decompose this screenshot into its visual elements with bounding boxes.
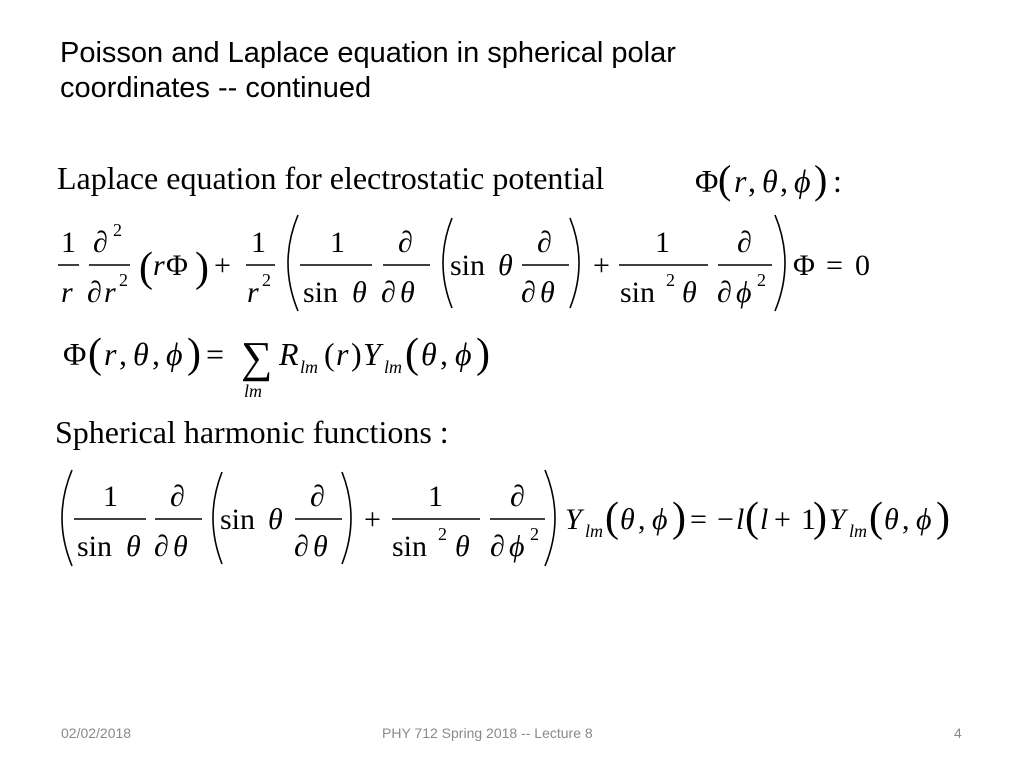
svg-text:θ: θ — [268, 503, 283, 536]
svg-text:,: , — [902, 503, 910, 536]
svg-text:1: 1 — [428, 480, 443, 513]
svg-text:(: ( — [745, 495, 759, 541]
svg-text:−: − — [717, 503, 734, 536]
svg-text:θ: θ — [352, 276, 367, 309]
svg-text:lm: lm — [384, 357, 402, 377]
svg-text:2: 2 — [262, 270, 271, 290]
slide-title-line-1: Poisson and Laplace equation in spherical polar — [60, 37, 676, 69]
svg-text:r: r — [336, 336, 349, 372]
svg-text:1: 1 — [330, 226, 345, 259]
svg-text:∂: ∂ — [381, 276, 396, 309]
svg-text:lm: lm — [849, 521, 867, 541]
svg-text:): ) — [351, 336, 362, 372]
svg-text:2: 2 — [530, 524, 539, 544]
svg-text:r: r — [153, 249, 165, 282]
svg-text:lm: lm — [300, 357, 318, 377]
footer-date: 02/02/2018 — [61, 725, 132, 741]
spherical-heading: Spherical harmonic functions : — [55, 414, 449, 450]
svg-text:ϕ: ϕ — [794, 163, 811, 199]
svg-text:∂: ∂ — [398, 226, 413, 259]
svg-text:θ: θ — [126, 530, 141, 563]
svg-text:θ: θ — [762, 163, 778, 199]
svg-text:+: + — [364, 503, 381, 536]
svg-text:(: ( — [605, 495, 619, 541]
svg-text:θ: θ — [400, 276, 415, 309]
svg-text:ϕ: ϕ — [652, 503, 668, 536]
svg-text:θ: θ — [620, 503, 635, 536]
svg-text:∂: ∂ — [310, 480, 325, 513]
svg-text:l: l — [760, 503, 769, 536]
svg-text:(: ( — [139, 245, 153, 291]
svg-text:∂: ∂ — [717, 276, 732, 309]
svg-text:sin: sin — [450, 249, 486, 282]
svg-text:sin: sin — [220, 503, 256, 536]
svg-text:∑: ∑ — [241, 333, 273, 382]
svg-text:(: ( — [88, 331, 102, 377]
svg-text:sin: sin — [620, 276, 656, 309]
svg-text:R: R — [279, 336, 299, 372]
svg-text:θ: θ — [173, 530, 188, 563]
svg-text:0: 0 — [855, 249, 870, 282]
svg-text:r: r — [247, 276, 259, 309]
svg-text:(: ( — [718, 157, 732, 202]
svg-text:r: r — [104, 336, 117, 372]
svg-text:): ) — [672, 495, 686, 541]
svg-text:ϕ: ϕ — [736, 276, 752, 309]
svg-text:θ: θ — [884, 503, 899, 536]
svg-text:,: , — [119, 336, 127, 372]
svg-text:θ: θ — [455, 530, 470, 563]
svg-text:+: + — [593, 249, 610, 282]
svg-text::: : — [833, 163, 842, 199]
svg-text:2: 2 — [757, 270, 766, 290]
svg-text:∂: ∂ — [490, 530, 505, 563]
svg-text:θ: θ — [540, 276, 555, 309]
svg-text:Y: Y — [363, 336, 381, 372]
footer-page-number: 4 — [954, 725, 962, 741]
svg-text:ϕ: ϕ — [916, 503, 932, 536]
svg-text:Φ: Φ — [63, 336, 87, 372]
svg-text:θ: θ — [421, 336, 437, 372]
laplace-heading: Laplace equation for electrostatic potential — [57, 160, 605, 196]
svg-text:+: + — [774, 503, 791, 536]
svg-text:∂: ∂ — [510, 480, 525, 513]
svg-text:∂: ∂ — [521, 276, 536, 309]
svg-text:,: , — [152, 336, 160, 372]
svg-text:1: 1 — [801, 503, 816, 536]
svg-text:θ: θ — [133, 336, 149, 372]
svg-text:=: = — [206, 336, 225, 372]
svg-text:2: 2 — [113, 220, 122, 240]
svg-text:2: 2 — [438, 524, 447, 544]
svg-text:): ) — [936, 495, 950, 541]
svg-text:): ) — [814, 157, 828, 202]
svg-text:+: + — [214, 249, 231, 282]
svg-text:lm: lm — [244, 381, 262, 401]
svg-text:2: 2 — [666, 270, 675, 290]
slide-title-line-2: coordinates -- continued — [60, 72, 372, 105]
svg-text:lm: lm — [585, 521, 603, 541]
svg-text:l: l — [736, 503, 745, 536]
svg-text:1: 1 — [61, 226, 76, 259]
svg-text:1: 1 — [655, 226, 670, 259]
svg-text:Φ: Φ — [166, 249, 188, 282]
svg-text:Φ: Φ — [695, 163, 719, 199]
svg-text:r: r — [104, 276, 116, 309]
svg-text:sin: sin — [77, 530, 113, 563]
svg-text:ϕ: ϕ — [509, 530, 525, 563]
svg-text:,: , — [748, 163, 756, 199]
svg-text:(: ( — [405, 331, 419, 377]
svg-text:r: r — [734, 163, 747, 199]
svg-text:∂: ∂ — [294, 530, 309, 563]
svg-text:,: , — [440, 336, 448, 372]
svg-text:1: 1 — [103, 480, 118, 513]
svg-text:,: , — [638, 503, 646, 536]
svg-text:=: = — [690, 503, 707, 536]
svg-text:r: r — [61, 276, 73, 309]
svg-text:∂: ∂ — [737, 226, 752, 259]
svg-text:(: ( — [324, 336, 335, 372]
svg-text:): ) — [476, 331, 490, 377]
svg-text:ϕ: ϕ — [455, 336, 472, 372]
svg-text:sin: sin — [392, 530, 428, 563]
svg-text:∂: ∂ — [170, 480, 185, 513]
svg-text:Y: Y — [565, 503, 582, 536]
svg-text:): ) — [187, 331, 201, 377]
svg-text:1: 1 — [251, 226, 266, 259]
footer-course: PHY 712 Spring 2018 -- Lecture 8 — [382, 725, 593, 741]
svg-text:Φ: Φ — [793, 249, 815, 282]
svg-text:θ: θ — [682, 276, 697, 309]
svg-text:∂: ∂ — [154, 530, 169, 563]
svg-text:θ: θ — [313, 530, 328, 563]
svg-text:∂: ∂ — [537, 226, 552, 259]
svg-text:,: , — [780, 163, 788, 199]
svg-text:θ: θ — [498, 249, 513, 282]
svg-text:Y: Y — [829, 503, 846, 536]
svg-text:ϕ: ϕ — [166, 336, 183, 372]
svg-text:2: 2 — [119, 270, 128, 290]
svg-text:∂: ∂ — [93, 226, 108, 259]
svg-text:(: ( — [869, 495, 883, 541]
svg-text:): ) — [195, 245, 209, 291]
svg-text:=: = — [826, 249, 843, 282]
svg-text:): ) — [813, 495, 827, 541]
svg-text:sin: sin — [303, 276, 339, 309]
svg-text:∂: ∂ — [87, 276, 102, 309]
